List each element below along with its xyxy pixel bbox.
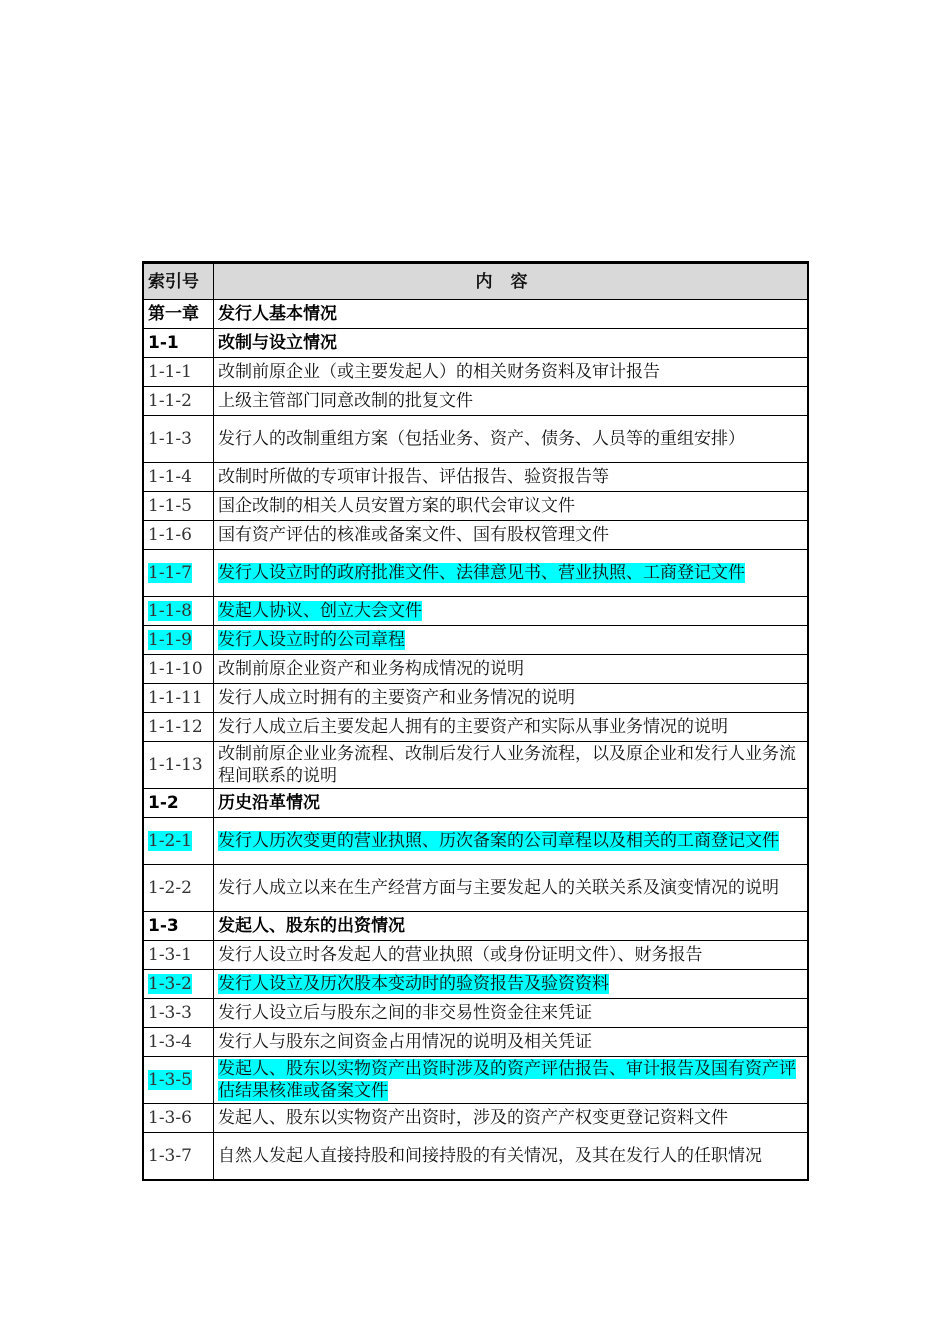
row-index: 1-2-2: [144, 865, 214, 912]
highlight-mark: 1-1-7: [148, 563, 192, 583]
row-index: 1-1-1: [144, 358, 214, 387]
row-content: [214, 597, 808, 626]
row-content: [214, 626, 808, 655]
document-page: [143, 262, 807, 1180]
table-row: [144, 492, 808, 521]
section-row: [144, 789, 808, 818]
row-content: 国有资产评估的核准或备案文件、国有股权管理文件: [214, 521, 808, 550]
row-content: 改制前原企业业务流程、改制后发行人业务流程，以及原企业和发行人业务流程间联系的说明: [214, 742, 808, 789]
row-content: 自然人发起人直接持股和间接持股的有关情况，及其在发行人的任职情况: [214, 1133, 808, 1180]
table-row: [144, 1057, 808, 1104]
row-content: [214, 818, 808, 865]
row-index: 1-3-7: [144, 1133, 214, 1180]
row-index: 1-1-6: [144, 521, 214, 550]
row-index: 1-1-5: [144, 492, 214, 521]
row-index: 1-1-12: [144, 713, 214, 742]
section-row: [144, 329, 808, 358]
highlight-mark: 发起人、股东以实物资产出资时涉及的资产评估报告、审计报告及国有资产评估结果核准或备案文件: [218, 1059, 796, 1101]
table-row: [144, 1104, 808, 1133]
row-index: 1-2: [144, 789, 214, 818]
row-content: [214, 550, 808, 597]
table-row: [144, 550, 808, 597]
row-content: [214, 970, 808, 999]
table-row: [144, 684, 808, 713]
table-row: [144, 521, 808, 550]
header-index: 索引号: [144, 263, 214, 300]
table-row: [144, 597, 808, 626]
row-content: 发行人设立时各发起人的营业执照（或身份证明文件）、财务报告: [214, 941, 808, 970]
row-content: 上级主管部门同意改制的批复文件: [214, 387, 808, 416]
row-index: 1-1-3: [144, 416, 214, 463]
row-content: 改制与设立情况: [214, 329, 808, 358]
row-index: [144, 626, 214, 655]
table-row: [144, 416, 808, 463]
row-index: [144, 1057, 214, 1104]
row-index: [144, 550, 214, 597]
row-content: 国企改制的相关人员安置方案的职代会审议文件: [214, 492, 808, 521]
table-header-row: [144, 263, 808, 300]
row-content: [214, 1057, 808, 1104]
row-index: 1-3-4: [144, 1028, 214, 1057]
row-index: [144, 970, 214, 999]
table-row: [144, 818, 808, 865]
highlight-mark: 发起人协议、创立大会文件: [218, 601, 422, 621]
table-row: [144, 358, 808, 387]
row-index: [144, 597, 214, 626]
row-index: 1-3: [144, 912, 214, 941]
row-content: 发起人、股东的出资情况: [214, 912, 808, 941]
highlight-mark: 发行人设立时的公司章程: [218, 630, 405, 650]
row-content: 发行人成立后主要发起人拥有的主要资产和实际从事业务情况的说明: [214, 713, 808, 742]
table-body: [144, 300, 808, 1180]
row-index: 第一章: [144, 300, 214, 329]
table-row: [144, 626, 808, 655]
row-index: 1-1-10: [144, 655, 214, 684]
row-index: 1-1-2: [144, 387, 214, 416]
highlight-mark: 1-3-2: [148, 974, 192, 994]
row-content: 改制前原企业（或主要发起人）的相关财务资料及审计报告: [214, 358, 808, 387]
table-row: [144, 655, 808, 684]
table-row: [144, 970, 808, 999]
highlight-mark: 发行人历次变更的营业执照、历次备案的公司章程以及相关的工商登记文件: [218, 831, 779, 851]
row-content: 发行人设立后与股东之间的非交易性资金往来凭证: [214, 999, 808, 1028]
row-index: [144, 818, 214, 865]
table-row: [144, 865, 808, 912]
table-row: [144, 1028, 808, 1057]
row-index: 1-1: [144, 329, 214, 358]
row-index: 1-1-11: [144, 684, 214, 713]
table-row: [144, 463, 808, 492]
section-row: [144, 912, 808, 941]
row-index: 1-3-3: [144, 999, 214, 1028]
row-index: 1-3-1: [144, 941, 214, 970]
highlight-mark: 1-1-9: [148, 630, 192, 650]
table-row: [144, 941, 808, 970]
highlight-mark: 1-3-5: [148, 1070, 192, 1090]
row-content: 发行人的改制重组方案（包括业务、资产、债务、人员等的重组安排）: [214, 416, 808, 463]
row-content: 发行人成立以来在生产经营方面与主要发起人的关联关系及演变情况的说明: [214, 865, 808, 912]
row-content: 发行人基本情况: [214, 300, 808, 329]
row-content: 发行人与股东之间资金占用情况的说明及相关凭证: [214, 1028, 808, 1057]
table-row: [144, 387, 808, 416]
row-content: 历史沿革情况: [214, 789, 808, 818]
row-content: 发行人成立时拥有的主要资产和业务情况的说明: [214, 684, 808, 713]
row-index: 1-3-6: [144, 1104, 214, 1133]
row-content: 发起人、股东以实物资产出资时，涉及的资产产权变更登记资料文件: [214, 1104, 808, 1133]
row-content: 改制前原企业资产和业务构成情况的说明: [214, 655, 808, 684]
table-row: [144, 999, 808, 1028]
highlight-mark: 1-2-1: [148, 831, 192, 851]
highlight-mark: 发行人设立及历次股本变动时的验资报告及验资资料: [218, 974, 609, 994]
table-row: [144, 713, 808, 742]
highlight-mark: 1-1-8: [148, 601, 192, 621]
table-row: [144, 1133, 808, 1180]
highlight-mark: 发行人设立时的政府批准文件、法律意见书、营业执照、工商登记文件: [218, 563, 745, 583]
row-content: 改制时所做的专项审计报告、评估报告、验资报告等: [214, 463, 808, 492]
row-index: 1-1-4: [144, 463, 214, 492]
table-row: [144, 742, 808, 789]
index-table: [143, 262, 808, 1180]
section-row: [144, 300, 808, 329]
row-index: 1-1-13: [144, 742, 214, 789]
header-content: 内容: [214, 263, 808, 300]
